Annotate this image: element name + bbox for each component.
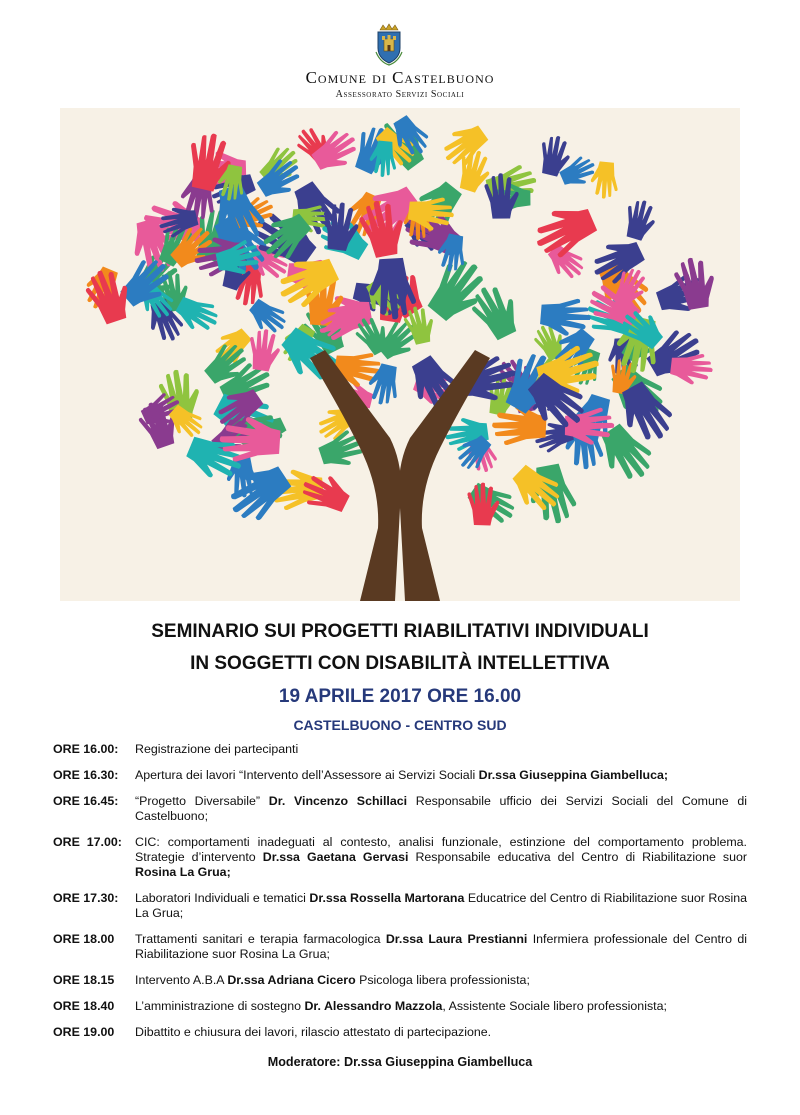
colored-hand-shape	[249, 329, 280, 372]
speaker-name: Dr. Vincenzo Schillaci	[268, 794, 408, 808]
event-date: 19 APRILE 2017 ORE 16.00	[278, 686, 522, 707]
program-text: Apertura dei lavori “Intervento dell’Assessore ai Servizi Sociali	[135, 768, 479, 782]
program-description	[135, 1025, 747, 1040]
event-location: CASTELBUONO - CENTRO SUD	[293, 717, 507, 733]
speaker-name: Dr.ssa Laura Prestianni	[385, 932, 528, 946]
program-text: , Assistente Sociale libero professionista;	[442, 999, 667, 1013]
program-row	[53, 835, 747, 880]
program-description	[135, 999, 747, 1014]
program-time: ORE 16.30:	[53, 768, 119, 782]
colored-hand-shape	[556, 152, 600, 192]
program-text: Infermiera professionale del Centro di Riabilitazione suor Rosina La Grua;	[135, 932, 747, 961]
program-time: ORE 17.00:	[53, 835, 122, 849]
program-time: ORE 16.00:	[53, 742, 119, 756]
hands-tree-illustration	[60, 108, 740, 601]
colored-hand-shape	[466, 481, 501, 527]
moderator-line: Moderatore: Dr.ssa Giuseppina Giambelluca	[267, 1055, 533, 1069]
program-row	[53, 768, 747, 783]
program-row	[53, 794, 747, 824]
program-text: Responsabile ufficio dei Servizi Sociali del Comune di Castelbuono;	[135, 794, 748, 823]
speaker-name: Rosina La Grua;	[135, 865, 231, 879]
program-description	[135, 891, 747, 921]
program-text: “Progetto Diversabile”	[135, 794, 269, 808]
hands-tree-image	[60, 108, 740, 601]
colored-hand-shape	[623, 198, 657, 242]
program-row	[53, 891, 747, 921]
municipality-name: Comune di Castelbuono	[305, 68, 495, 87]
program-text: CIC: comportamenti inadeguati al contesto, analisi funzionale, estinzione del comportamento problema. Strategie d’intervento	[135, 835, 747, 864]
program-text: Intervento A.B.A	[135, 973, 228, 987]
program-text: Dibattito e chiusura dei lavori, rilascio attestato di partecipazione.	[135, 1025, 492, 1039]
speaker-name: Dr.ssa Adriana Cicero	[227, 973, 356, 987]
program-description	[135, 742, 747, 757]
program-row	[53, 1025, 747, 1040]
municipal-crest-icon	[372, 22, 406, 66]
program-row	[53, 999, 747, 1014]
program-row	[53, 973, 747, 988]
program-row	[53, 742, 747, 757]
program-schedule	[53, 742, 747, 1051]
program-text: Psicologa libera professionista;	[355, 973, 530, 987]
program-time: ORE 18.15	[53, 973, 115, 987]
colored-hand-shape	[590, 161, 618, 199]
program-description	[135, 932, 747, 962]
program-description	[135, 973, 747, 988]
department-name: Assessorato Servizi Sociali	[335, 89, 465, 100]
colored-hand-shape	[307, 125, 364, 180]
program-text: Registrazione dei partecipanti	[135, 742, 299, 756]
seminar-title-line1: SEMINARIO SUI PROGETTI RIABILITATIVI INDIVIDUALI	[151, 621, 649, 642]
program-text: Responsabile educativa del Centro di Riabilitazione suor	[408, 850, 748, 864]
program-row	[53, 932, 747, 962]
colored-hand-shape	[670, 354, 713, 385]
program-time: ORE 18.40	[53, 999, 115, 1013]
speaker-name: Dr. Alessandro Mazzola	[304, 999, 443, 1013]
program-text: L’amministrazione di sostegno	[135, 999, 305, 1013]
seminar-title-line2: IN SOGGETTI CON DISABILITÀ INTELLETTIVA	[190, 653, 610, 674]
program-text: Educatrice del Centro di Riabilitazione suor Rosina La Grua;	[135, 891, 747, 920]
program-description	[135, 835, 747, 880]
program-description	[135, 768, 747, 783]
program-text: Trattamenti sanitari e terapia farmacologica	[135, 932, 386, 946]
program-time: ORE 19.00	[53, 1025, 115, 1039]
program-time: ORE 16.45:	[53, 794, 119, 808]
program-time: ORE 18.00	[53, 932, 115, 946]
program-time: ORE 17.30:	[53, 891, 119, 905]
program-description	[135, 794, 747, 824]
colored-hand-shape	[527, 195, 602, 264]
speaker-name: Dr.ssa Rossella Martorana	[309, 891, 465, 905]
speaker-name: Dr.ssa Giuseppina Giambelluca;	[478, 768, 669, 782]
program-text: Laboratori Individuali e tematici	[135, 891, 310, 905]
speaker-name: Dr.ssa Gaetana Gervasi	[262, 850, 409, 864]
